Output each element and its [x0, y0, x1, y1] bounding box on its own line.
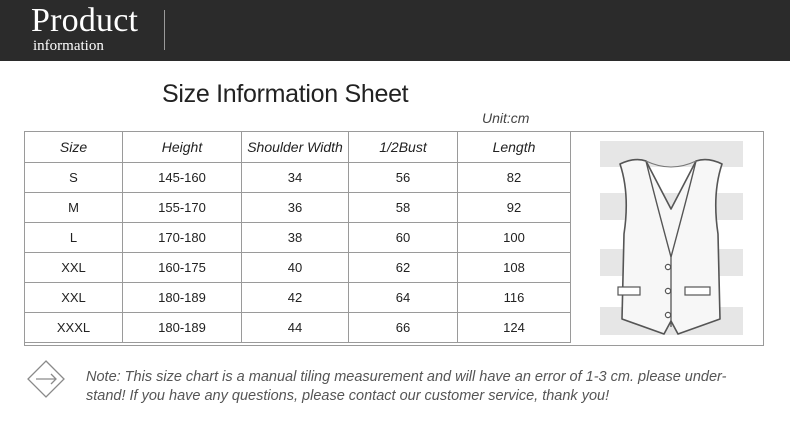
- cell-length: 92: [458, 193, 571, 223]
- cell-shoulder-width: 42: [242, 283, 349, 313]
- header-divider: [164, 10, 165, 50]
- cell-half-bust: 58: [349, 193, 458, 223]
- header-subtitle: information: [33, 38, 104, 54]
- table-row: [25, 283, 571, 313]
- unit-label: Unit:cm: [482, 110, 530, 126]
- cell-half-bust: 56: [349, 163, 458, 193]
- cell-height: 155-170: [123, 193, 242, 223]
- cell-shoulder-width: 44: [242, 313, 349, 343]
- cell-size: M: [25, 193, 123, 223]
- cell-length: 82: [458, 163, 571, 193]
- header-banner: [0, 0, 790, 61]
- cell-height: 170-180: [123, 223, 242, 253]
- note-text: [86, 368, 736, 406]
- cell-half-bust: 60: [349, 223, 458, 253]
- header-length: Length: [458, 132, 571, 163]
- cell-size: XXL: [25, 253, 123, 283]
- table-row: [25, 193, 571, 223]
- cell-shoulder-width: 38: [242, 223, 349, 253]
- cell-half-bust: 66: [349, 313, 458, 343]
- note-line-2: stand! If you have any questions, please contact our customer service, thank you!: [86, 388, 610, 404]
- cell-height: 160-175: [123, 253, 242, 283]
- table-row: [25, 313, 571, 343]
- cell-size: L: [25, 223, 123, 253]
- cell-size: XXXL: [25, 313, 123, 343]
- arrow-diamond-icon: [27, 360, 65, 398]
- table-row: [25, 223, 571, 253]
- size-table: [24, 131, 571, 343]
- cell-half-bust: 62: [349, 253, 458, 283]
- cell-height: 145-160: [123, 163, 242, 193]
- table-header-row: [25, 132, 571, 163]
- cell-length: 116: [458, 283, 571, 313]
- cell-height: 180-189: [123, 313, 242, 343]
- cell-shoulder-width: 34: [242, 163, 349, 193]
- cell-length: 100: [458, 223, 571, 253]
- header-size: Size: [25, 132, 123, 163]
- cell-height: 180-189: [123, 283, 242, 313]
- header-shoulder-width: Shoulder Width: [242, 132, 349, 163]
- vest-icon: [600, 139, 743, 339]
- sheet-title: Size Information Sheet: [162, 80, 409, 108]
- note-line-1: Note: This size chart is a manual tiling measurement and will have an error of 1-3 cm. please under-: [86, 369, 727, 385]
- header-half-bust: 1/2Bust: [349, 132, 458, 163]
- cell-shoulder-width: 36: [242, 193, 349, 223]
- cell-size: XXL: [25, 283, 123, 313]
- header-title: Product: [31, 2, 139, 39]
- cell-length: 124: [458, 313, 571, 343]
- table-row: [25, 163, 571, 193]
- cell-size: S: [25, 163, 123, 193]
- table-row: [25, 253, 571, 283]
- cell-shoulder-width: 40: [242, 253, 349, 283]
- cell-half-bust: 64: [349, 283, 458, 313]
- header-height: Height: [123, 132, 242, 163]
- cell-length: 108: [458, 253, 571, 283]
